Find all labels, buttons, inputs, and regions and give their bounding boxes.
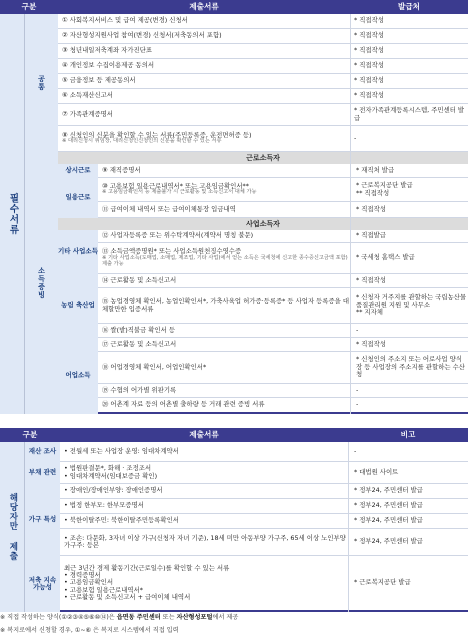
issuer-cell [350, 288, 468, 323]
doc-note: ※ 기타 사업소득(도매업, 소매업, 제조업, 기타 사업)에서 얻는 소득은 국세청에 신고한 종수증신고금액 포함) 제출 가능 [102, 254, 348, 267]
issuer-cell: - [354, 133, 357, 142]
table-row [98, 324, 468, 338]
doc-cell [98, 178, 354, 201]
table-row [98, 352, 468, 384]
sub-property: 재산 조사 [24, 442, 60, 462]
doc-cell: ⑰ 근로활동 및 소득신고서 [102, 339, 177, 348]
doc-note: ※ 고용임금확인서 등 제출불가 시 근로활동 및 소득신고서 대체 가능 [102, 189, 257, 196]
issuer-line: * 신청자 거주지를 관할하는 국립농산물품질관리원 지원 및 사무소 [356, 293, 467, 309]
footer-bold: 자산형성포털 [176, 614, 213, 621]
doc-cell: ⑭ 근로활동 및 소득신고서 [102, 275, 177, 284]
doc-cell [98, 243, 354, 273]
band-business-income: 사업소득자 [58, 218, 468, 230]
footer-note-1 [0, 614, 468, 626]
sub-income-label: 소득증빙 [37, 267, 46, 299]
table-row [60, 484, 468, 499]
sub-common-label: 공통 [37, 75, 46, 91]
issuer-cell: * 직접작성 [354, 61, 384, 70]
issuer-cell: * 근로복지공단 발급 [354, 578, 411, 587]
doc-item: • 고용보험 일용근로내역서* [64, 585, 143, 594]
issuer-cell: * 전자가족관계등록시스템, 주민센터 발급 [354, 106, 465, 122]
doc-text: ⑧ 신청인의 신분을 확인할 수 있는 서류(주민등록증, 운전면허증 등) [62, 130, 252, 139]
doc-text: ⑬ 소득금액증명원* 또는 사업소득원천징수영수증 [102, 247, 242, 256]
header-issuer: 발급처 [350, 0, 468, 14]
doc-cell: ⑤ 금융정보 등 제공동의서 [62, 76, 136, 85]
table-row [98, 384, 468, 398]
doc-item: • 근로활동 및 소득신고서 + 급여이체 내역서 [64, 593, 191, 602]
table-row [58, 89, 468, 104]
doc-cell: ⑪ 급여이체 내역서 또는 급여이체통장 입금내역 [102, 204, 236, 213]
issuer-cell: * 직접작성 [354, 31, 384, 40]
issuer-cell: * 정부24, 주민센터 발급 [354, 537, 423, 546]
doc-intro: 최근 3년간 경제 활동기간(근로일수)를 확인할 수 있는 서류 [64, 563, 230, 572]
doc-cell: ① 사회복지서비스 및 급여 제공(변경) 신청서 [62, 16, 188, 25]
sub-fishery: 어업소득 [58, 338, 98, 414]
doc-cell: ⑨ 재직증명서 [102, 165, 141, 174]
column-divider [348, 442, 349, 612]
table-row [98, 288, 468, 324]
issuer-cell: * 신청인의 주소지 또는 어로사업 양식장 등 사업장의 주소지를 관할하는 수산청 [356, 355, 465, 379]
footer-text: ※ 직접 작성하는 양식(①②③④⑤⑥⑩⑭)은 [0, 614, 117, 621]
header2-documents: 제출서류 [60, 428, 348, 442]
table-row [98, 178, 468, 202]
footer-bold: 읍면동 주민센터 [116, 614, 161, 621]
table-row [98, 164, 468, 178]
doc-cell [58, 126, 352, 151]
doc-note: ※ 대리신청시 위임장, 대리신청인신청인의 신분을 확인할 수 있는 서류 [62, 138, 222, 145]
footer-text: 또는 [160, 614, 177, 621]
sub-saving: 저축 지속 가능성 [24, 556, 60, 612]
doc-cell: ⑦ 가족관계증명서 [62, 109, 113, 118]
common-rows [0, 14, 468, 152]
sub-farming: 농림 축산업 [58, 274, 98, 338]
issuer-line: * 근로복지공단 발급 [356, 181, 413, 190]
doc-cell: • 북한이탈주민: 북한이탈주민등록확인서 [64, 516, 179, 525]
table-row [98, 202, 468, 218]
table-row [98, 398, 468, 414]
table-row [58, 126, 468, 152]
doc-text-2: • 임대차계약서(임대보증금 확인) [64, 471, 158, 480]
doc-cell: ③ 청년내일저축계좌 자가진단표 [62, 46, 153, 55]
sub-regular-work: 상시근로 [58, 164, 98, 178]
sub-daily-work: 일용근로 [58, 178, 98, 218]
table-row [60, 529, 468, 556]
issuer-cell: * 정부24, 주민센터 발급 [354, 516, 423, 525]
issuer-cell: * 직접작성 [354, 91, 384, 100]
table-row [60, 514, 468, 529]
table-row [60, 556, 468, 612]
table-row [58, 59, 468, 74]
section-conditional [0, 442, 24, 612]
doc-item: • 고용임금확인서 [64, 578, 114, 587]
issuer-cell: * 대법원 사이트 [354, 467, 399, 476]
band-earned-income: 근로소득자 [58, 152, 468, 164]
header2-category: 구분 [0, 428, 60, 442]
doc-cell: • 장애인/장애인부양: 장애인증명서 [64, 486, 163, 495]
table-row [58, 29, 468, 44]
sub-income [24, 152, 58, 414]
issuer-cell: * 직접발급 [356, 231, 386, 240]
doc-cell [60, 462, 352, 483]
issuer-cell: * 정부24, 주민센터 발급 [354, 486, 423, 495]
doc-text: ⑩ 고용보험 일용근로내역서* 또는 고용임금확인서** [102, 181, 249, 190]
issuer-cell [350, 178, 468, 201]
issuer-cell: * 직접작성 [356, 275, 386, 284]
table-row [58, 104, 468, 126]
table-row [98, 243, 468, 274]
doc-cell: ⑯ 쌀(밭)직불금 확인서 등 [102, 325, 176, 334]
doc-cell: ② 자산형성지원사업 참여(변경) 신청서(저축동의서 포함) [62, 31, 222, 40]
section-conditional-label: 해당자만 제출 [7, 493, 18, 561]
sub-household: 가구 특성 [24, 484, 60, 556]
table-row [60, 442, 468, 462]
table-row [60, 499, 468, 514]
section-required-label: 필수서류 [7, 193, 19, 235]
table-row [98, 230, 468, 243]
doc-cell: • 조손: 다문화, 3자녀 이상 가구(신청자 자녀 기준), 18세 미만 아동부양 가구주, 65세 이상 노인부양 가구주: 등본 [64, 533, 346, 549]
table-row [58, 14, 468, 29]
doc-cell: ⑮ 농업경영체 확인서, 농업인확인서*, 가축사육업 허가증·등록증* 등 사업자 등록증을 대체할만한 입증서류 [102, 297, 350, 313]
table-row [98, 338, 468, 352]
header-documents: 제출서류 [58, 0, 350, 14]
doc-cell: ⑲ 수협의 어가별 위판기록 [102, 385, 177, 394]
doc-cell [60, 556, 352, 610]
issuer-cell: - [356, 325, 359, 334]
issuer-cell: - [356, 385, 359, 394]
footer-text: 에서 제공 [212, 614, 239, 621]
doc-item: • 경력증명서 [64, 570, 101, 579]
issuer-cell: - [356, 400, 359, 409]
issuer-cell: * 직접작성 [354, 76, 384, 85]
issuer-cell: * 직접작성 [356, 339, 386, 348]
header-category: 구분 [0, 0, 58, 14]
doc-cell: ⑥ 소득재산신고서 [62, 91, 113, 100]
issuer-cell: * 정부24, 주민센터 발급 [354, 501, 423, 510]
doc-cell: ⑱ 어업경영체 확인서, 어업인확인서* [102, 362, 207, 371]
issuer-cell: * 국세청 홈택스 발급 [356, 253, 415, 262]
table-row [98, 274, 468, 288]
doc-text: • 법원판결문*, 화해 · 조정조서 [64, 464, 152, 473]
issuer-line-2: ** 직접작성 [356, 188, 390, 197]
table-row [60, 462, 468, 484]
table-row [58, 74, 468, 89]
doc-cell: • 법정 한부모: 한부모증명서 [64, 501, 144, 510]
sub-other-business: 기타 사업소득 [58, 230, 98, 274]
doc-cell: ④ 개인정보 수집이용제공 동의서 [62, 61, 155, 70]
issuer-cell: - [354, 446, 357, 455]
issuer-cell: * 직접작성 [356, 204, 386, 213]
issuer-cell: * 직접작성 [354, 46, 384, 55]
table-row [58, 44, 468, 59]
issuer-line-2: ** 지자체 [356, 308, 383, 317]
header2-remarks: 비고 [348, 428, 468, 442]
column-divider [350, 14, 351, 414]
sub-debt: 부채 관련 [24, 462, 60, 484]
footer-note-2: ※ 복지로에서 신청할 경우, ①~⑥ 은 복지로 시스템에서 직접 입력 [0, 627, 179, 634]
doc-cell: ⑳ 어촌계 자료 등의 어촌별 출하량 등 거래 관련 증빙 서류 [102, 400, 265, 409]
doc-cell: ⑫ 사업자등록증 또는 위수탁계약서(계약서 명칭 불문) [102, 231, 254, 240]
doc-cell: • 전월세 또는 사업장 운영: 임대차계약서 [64, 446, 179, 455]
issuer-cell: * 재직처 발급 [356, 165, 395, 174]
issuer-cell: * 직접작성 [354, 16, 384, 25]
